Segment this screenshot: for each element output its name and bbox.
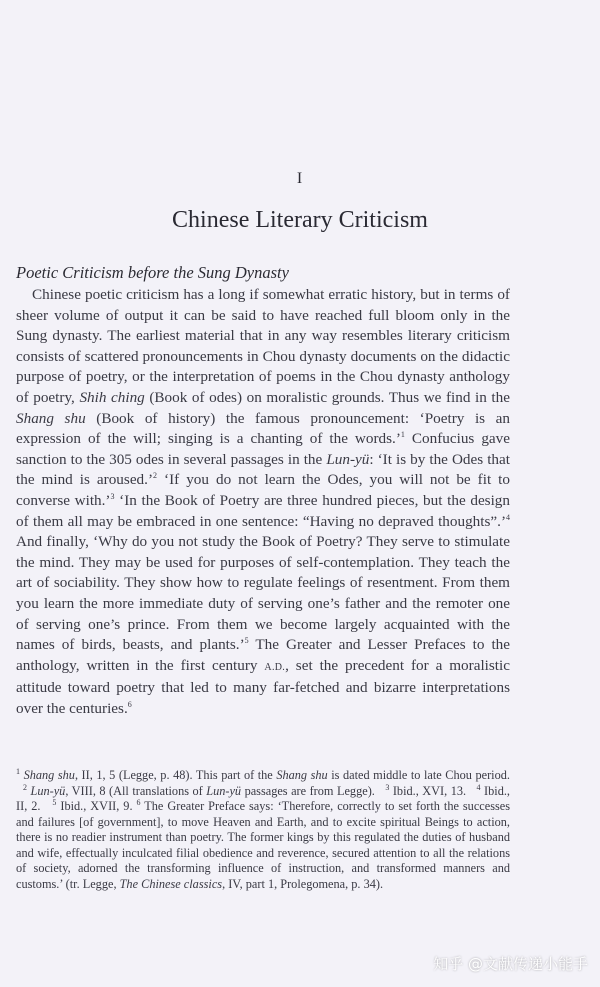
text-run: , IV, part 1, Prolegomena, p. 34). xyxy=(222,876,384,891)
text-run: , VIII, 8 (All translations of xyxy=(65,783,207,798)
era-abbreviation: A.D. xyxy=(264,661,286,673)
footnote-block xyxy=(16,768,510,892)
text-run: Lun-yü xyxy=(30,783,66,798)
footnote-mark-2: 2 xyxy=(22,782,27,792)
footnote-ref-4[interactable]: 4 xyxy=(506,512,510,522)
text-run: Confucius gave sanction to the 305 odes in several passages in the xyxy=(16,430,510,468)
paragraph xyxy=(16,285,510,719)
text-run: Chinese poetic criticism has a long if somewhat erratic history, but in terms of sheer volume of output it can be said to have reached full bloom only in the Sung dynasty. The earliest material that in any way resembles literary criticism consists of scattered pronouncements in Chou dynasty documents on the didactic purpose of poetry, or the interpretation of poems in the Chou dynasty anthology of poetry, xyxy=(16,286,510,406)
title-shih-ching: Shih ching xyxy=(79,388,145,406)
text-run: , II, 1, 5 (Legge, p. 48). This part of the xyxy=(74,768,277,782)
text-run: Ibid., XVII, 9. xyxy=(60,799,133,813)
text-run: The Greater Preface says: ‘Therefore, correctly to set forth the successes and failures [of government], to move Heaven and Earth, and to excite spiritual Beings to action, there is no readier instrument than poetry. The former kings by this regulated the duties of husband and wife, effectually inculcated filial obedience and reverence, secured attention to all the relations of society, adorned the transforming influence of instruction, and transformed manners and customs.’ (tr. Legge, xyxy=(16,799,511,891)
section-heading: Poetic Criticism before the Sung Dynasty xyxy=(16,263,289,282)
chapter-number: I xyxy=(296,170,304,187)
body-text xyxy=(16,285,510,719)
footnote-ref-5[interactable]: 5 xyxy=(244,636,249,646)
text-run: (Book of history) the famous pronouncement: ‘Poetry is an expression of the will; singing is a chanting of the words.’ xyxy=(16,409,510,448)
text-run: Shang shu xyxy=(23,768,75,782)
text-run: ‘In the Book of Poetry are three hundred pieces, but the design of them all may be embraced in one sentence: “Having no depraved thoughts”.’ xyxy=(16,491,510,530)
footnote-mark-4: 4 xyxy=(476,782,481,792)
zhihu-watermark: 知乎 @文献传递小能手 xyxy=(433,955,588,973)
footnotes xyxy=(16,768,510,892)
footnote-mark-3: 3 xyxy=(385,782,390,792)
footnote-ref-1[interactable]: 1 xyxy=(400,430,405,440)
text-run: Lun-yü xyxy=(206,783,242,798)
footnote-ref-2[interactable]: 2 xyxy=(153,471,158,481)
footnote-ref-6[interactable]: 6 xyxy=(127,699,132,709)
text-run: , set the precedent for a moralistic attitude toward poetry that led to many far-fetched and bizarre interpretations over the centuries. xyxy=(16,656,510,717)
footnote-mark-5: 5 xyxy=(52,797,57,807)
footnote-ref-3[interactable]: 3 xyxy=(110,491,115,501)
text-run: ‘If you do not learn the Odes, you will not be fit to converse with.’ xyxy=(16,471,510,509)
text-run: Shang shu xyxy=(276,768,328,782)
text-run: : ‘It is by the Odes that the mind is aroused.’ xyxy=(16,450,510,489)
text-run: And finally, ‘Why do you not study the Book of Poetry? They serve to stimulate the mind. They may be used for purposes of self-contemplation. They teach the art of sociability. They show how to regulate feelings of resentment. From them you learn the more immediate duty of serving one’s father and the remoter one of serving one’s prince. From them we become largely acquainted with the names of birds, beasts, and plants.’ xyxy=(16,533,510,654)
footnote-mark-1: 1 xyxy=(16,766,20,776)
title-lun-yu: Lun-yü xyxy=(326,450,370,468)
text-run: Ibid., XVI, 13. xyxy=(392,783,467,798)
text-run: passages are from Legge). xyxy=(241,783,375,798)
text-run: The Chinese classics xyxy=(119,876,223,891)
text-run: (Book of odes) on moralistic grounds. Thus we find in the xyxy=(144,388,510,406)
chapter-title: Chinese Literary Criticism xyxy=(172,207,428,233)
footnote-mark-6: 6 xyxy=(136,797,141,807)
text-run: Ibid., II, 2. xyxy=(16,783,510,813)
text-run: is dated middle to late Chou period. xyxy=(327,768,510,782)
text-run: The Greater and Lesser Prefaces to the anthology, written in the first century xyxy=(16,636,510,674)
title-shang-shu: Shang shu xyxy=(16,409,86,427)
